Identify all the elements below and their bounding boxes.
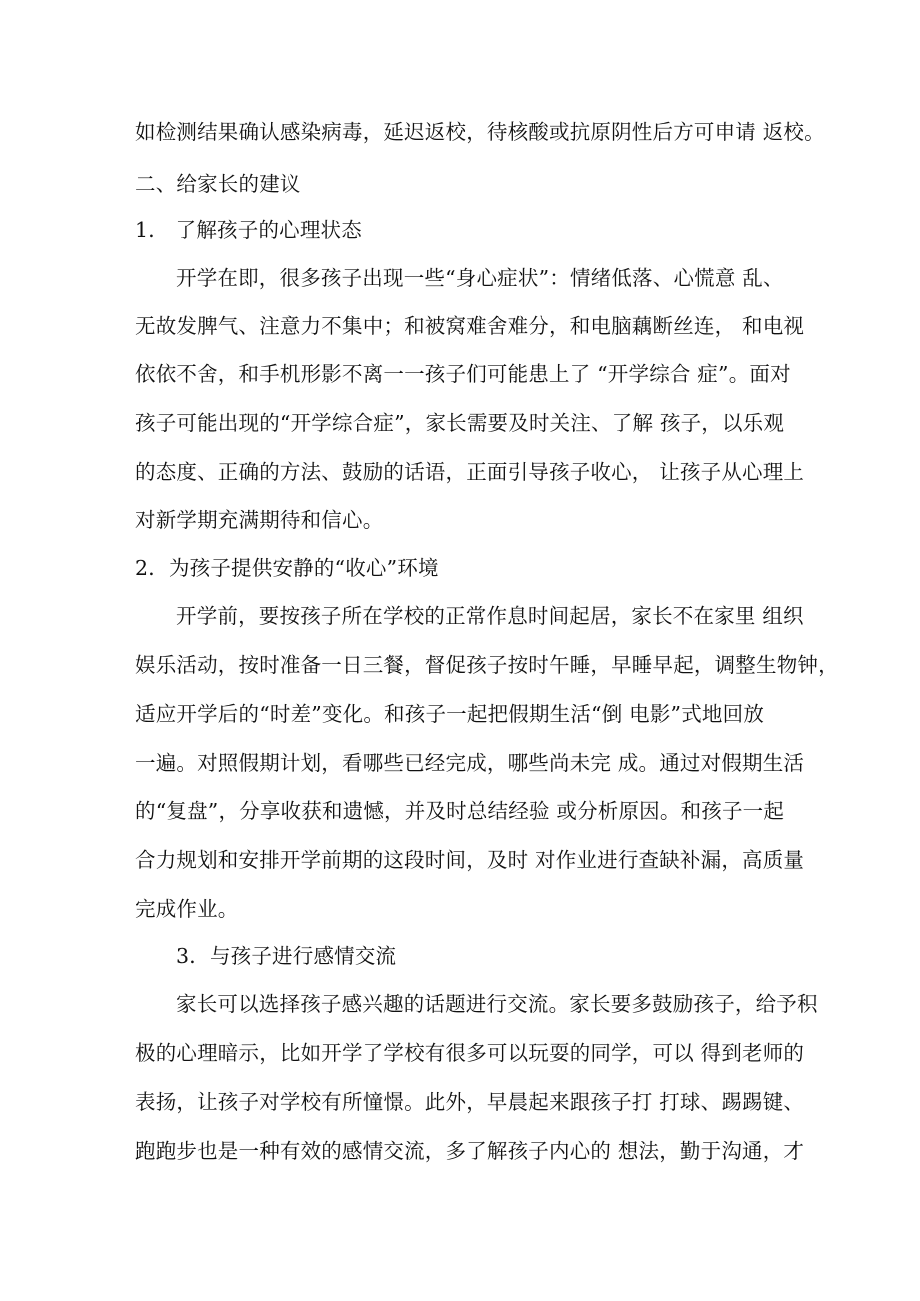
subsection-heading: 3．与孩子进行感情交流	[176, 944, 397, 968]
paragraph-line: 的“复盘”，分享收获和遗憾，并及时总结经验 或分析原因。和孩子一起	[135, 799, 785, 823]
paragraph-line: 开学在即，很多孩子出现一些“身心症状”：情绪低落、心慌意 乱、	[176, 266, 784, 290]
paragraph-line: 如检测结果确认感染病毒，延迟返校，待核酸或抗原阴性后方可申请 返校。	[135, 120, 825, 144]
paragraph-line: 跑跑步也是一种有效的感情交流，多了解孩子内心的 想法，勤于沟通，才	[135, 1139, 805, 1163]
paragraph-line: 娱乐活动，按时准备一日三餐，督促孩子按时午睡，早睡早起，调整生物钟，	[135, 653, 839, 677]
paragraph-line: 家长可以选择孩子感兴趣的话题进行交流。家长要多鼓励孩子，给予积	[176, 992, 818, 1016]
paragraph-line: 的态度、正确的方法、鼓励的话语，正面引导孩子收心， 让孩子从心理上	[135, 460, 805, 484]
paragraph-line: 开学前，要按孩子所在学校的正常作息时间起居，家长不在家里 组织	[176, 604, 804, 628]
paragraph-line: 合力规划和安排开学前期的这段时间，及时 对作业进行查缺补漏，高质量	[135, 848, 805, 872]
paragraph-line: 完成作业。	[135, 897, 239, 921]
paragraph-line: 对新学期充满期待和信心。	[135, 508, 384, 532]
paragraph-line: 表扬，让孩子对学校有所憧憬。此外，早晨起来跟孩子打 打球、踢踢键、	[135, 1090, 805, 1114]
paragraph-line: 孩子可能出现的“开学综合症”，家长需要及时关注、了解 孩子，以乐观	[135, 411, 785, 435]
paragraph-line: 极的心理暗示，比如开学了学校有很多可以玩耍的同学，可以 得到老师的	[135, 1041, 805, 1065]
paragraph-line: 依依不舍，和手机形影不离一一孩子们可能患上了 “开学综合 症”。面对	[135, 362, 791, 386]
subsection-heading: 1． 了解孩子的心理状态	[135, 218, 362, 242]
paragraph-line: 无故发脾气、注意力不集中；和被窝难舍难分，和电脑藕断丝连， 和电视	[135, 314, 805, 338]
paragraph-line: 一遍。对照假期计划，看哪些已经完成，哪些尚未完 成。通过对假期生活	[135, 751, 805, 775]
subsection-heading: 2．为孩子提供安静的“收心”环境	[135, 556, 439, 580]
section-heading: 二、给家长的建议	[135, 172, 301, 196]
paragraph-line: 适应开学后的“时差”变化。和孩子一起把假期生活“倒 电影”式地回放	[135, 702, 765, 726]
